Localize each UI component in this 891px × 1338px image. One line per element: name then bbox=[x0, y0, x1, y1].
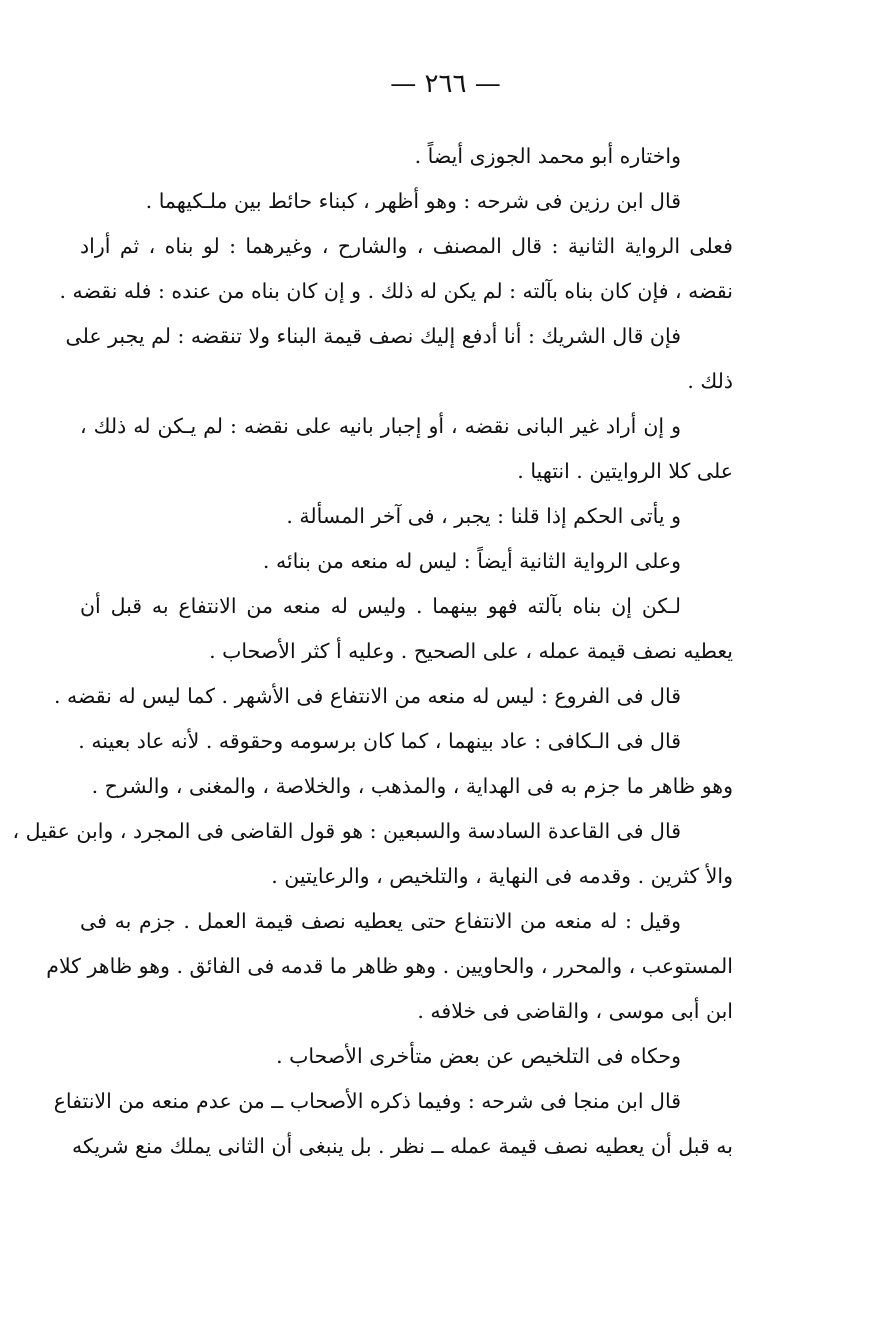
text-line: فعلى الرواية الثانية : قال المصنف ، والشارح ، وغيرهما : لو بناه ، ثم أراد bbox=[80, 234, 733, 258]
text-line: قال فى الـكافى : عاد بينهما ، كما كان برسومه وحقوقه . لأنه عاد بعينه . bbox=[78, 729, 681, 753]
text-line: قال فى القاعدة السادسة والسبعين : هو قول القاضى فى المجرد ، وابن عقيل ، bbox=[12, 819, 681, 843]
text-line: و إن أراد غير البانى نقضه ، أو إجبار بانيه على نقضه : لم يـكن له ذلك ، bbox=[80, 414, 681, 438]
text-line: فإن قال الشريك : أنا أدفع إليك نصف قيمة البناء ولا تنقضه : لم يجبر على bbox=[65, 324, 681, 348]
text-line: وحكاه فى التلخيص عن بعض متأخرى الأصحاب . bbox=[276, 1044, 681, 1068]
text-line: قال ابن منجا فى شرحه : وفيما ذكره الأصحاب ــ من عدم منعه من الانتفاع bbox=[53, 1089, 681, 1113]
text-line: ذلك . bbox=[687, 369, 733, 393]
page-number: — ٢٦٦ — bbox=[390, 69, 501, 99]
text-line: نقضه ، فإن كان بناه بآلته : لم يكن له ذلك . و إن كان بناه من عنده : فله نقضه . bbox=[59, 279, 733, 303]
text-line: يعطيه نصف قيمة عمله ، على الصحيح . وعليه أ كثر الأصحاب . bbox=[209, 639, 733, 663]
text-line: ابن أبى موسى ، والقاضى فى خلافه . bbox=[417, 999, 733, 1023]
text-line: على كلا الروايتين . انتهيا . bbox=[517, 459, 733, 483]
text-line: و يأتى الحكم إذا قلنا : يجبر ، فى آخر المسألة . bbox=[286, 504, 681, 528]
text-line: قال ابن رزين فى شرحه : وهو أظهر ، كبناء حائط بين ملـكيهما . bbox=[145, 189, 681, 213]
text-line: والأ كثرين . وقدمه فى النهاية ، والتلخيص ، والرعايتين . bbox=[271, 864, 733, 888]
text-line: واختاره أبو محمد الجوزى أيضاً . bbox=[414, 144, 681, 168]
text-line: وهو ظاهر ما جزم به فى الهداية ، والمذهب ، والخلاصة ، والمغنى ، والشرح . bbox=[91, 774, 733, 798]
text-line: به قبل أن يعطيه نصف قيمة عمله ــ نظر . بل ينبغى أن الثانى يملك منع شريكه bbox=[72, 1134, 733, 1158]
text-line: لـكن إن بناه بآلته فهو بينهما . وليس له منعه من الانتفاع به قبل أن bbox=[80, 594, 681, 618]
text-line: وعلى الرواية الثانية أيضاً : ليس له منعه من بنائه . bbox=[262, 549, 681, 573]
body-text bbox=[12, 134, 733, 1169]
text-line: قال فى الفروع : ليس له منعه من الانتفاع فى الأشهر . كما ليس له نقضه . bbox=[53, 684, 681, 708]
text-line: المستوعب ، والمحرر ، والحاويين . وهو ظاهر ما قدمه فى الفائق . وهو ظاهر كلام bbox=[46, 954, 733, 978]
text-line: وقيل : له منعه من الانتفاع حتى يعطيه نصف قيمة العمل . جزم به فى bbox=[80, 909, 681, 933]
